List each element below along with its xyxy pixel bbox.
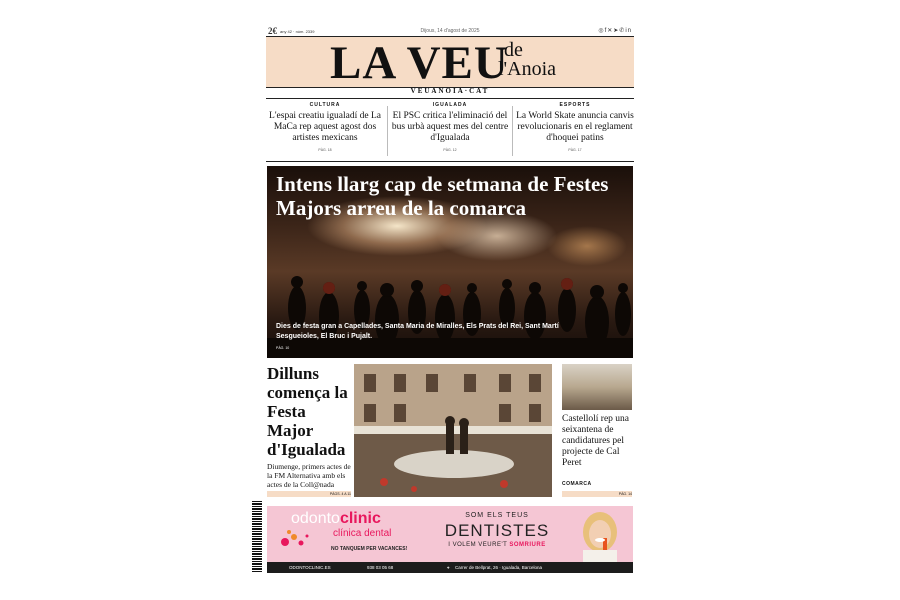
ad-brand <box>291 510 381 528</box>
barcode <box>252 500 262 572</box>
section-label: CULTURA <box>309 102 341 108</box>
divider <box>266 161 634 162</box>
facebook-icon[interactable]: f <box>604 28 608 34</box>
side-headline: Castellolí rep una seixantena de candidatures pel projecte de Cal Peret <box>562 414 630 468</box>
smile-part: I VOLEM VEURE'T <box>448 542 510 548</box>
page-ref: PÀG. 10 <box>276 346 290 350</box>
ad-website[interactable]: ODONTOCLINIC.ES <box>289 565 331 570</box>
lead-photo <box>354 364 552 497</box>
masthead-de: de <box>504 39 523 61</box>
ad-motto: NO TANQUEM PER VACANCES! <box>331 546 408 552</box>
lead-story[interactable] <box>267 364 351 496</box>
hero-caption: Dies de festa gran a Capellades, Santa Maria de Miralles, Els Prats del Rei, Sant Martí Sesgueioles, El Bruc i Pujalt. <box>276 323 559 340</box>
page-ref: PÀG. 12 <box>443 148 457 152</box>
ad-phone[interactable]: 938 03 05 68 <box>367 565 394 570</box>
dots-logo-icon <box>279 528 331 550</box>
teaser-headline: El PSC critica l'eliminació del bus urbà aquest mes del centre d'Igualada <box>391 111 509 143</box>
issue-date: Dijous, 14 d'agost de 2025 <box>420 28 480 34</box>
section-headlines <box>266 102 634 160</box>
teaser-headline: L'espai creatiu igualadí de La MaCa rep aquest agost dos artistes mexicans <box>269 111 381 143</box>
ad-dentistes: DENTISTES <box>444 521 550 540</box>
section-label: ESPORTS <box>559 102 591 108</box>
location-pin-icon: ⌖ <box>447 565 450 570</box>
x-icon[interactable]: ✕ <box>607 28 614 34</box>
section-label: IGUALADA <box>432 102 468 108</box>
hero-headline: Intens llarg cap de setmana de Festes Majors arreu de la comarca <box>276 172 609 220</box>
lead-headline: Dilluns comença la Festa Major d'Igualada <box>267 364 348 459</box>
ad-tagline: clínica dental <box>333 528 392 539</box>
ad-smile <box>437 542 557 548</box>
section-teaser[interactable] <box>266 102 384 160</box>
side-story[interactable] <box>562 364 632 496</box>
side-photo <box>562 364 632 410</box>
divider <box>266 98 634 99</box>
ad-som: SOM ELS TEUS <box>465 512 529 519</box>
ad-address: Carrer de Bellprat, 26 · Igualada, Barcelona <box>455 565 543 570</box>
section-teaser[interactable] <box>516 102 634 160</box>
divider <box>387 106 388 156</box>
smiling-woman-photo <box>573 508 627 562</box>
masthead <box>266 36 634 88</box>
issue-number: any 42 · núm. 2339 <box>280 29 315 34</box>
page-ref: PÀG. 14 <box>562 491 632 497</box>
masthead-url[interactable]: VEUANOIA·CAT <box>410 87 490 95</box>
page-ref: PÀGS. 4 A 11 <box>267 491 351 497</box>
section-label: COMARCA <box>562 481 592 487</box>
advertisement[interactable] <box>267 506 633 562</box>
instagram-icon[interactable]: ◎ <box>598 28 605 34</box>
masthead-region: l'Anoia <box>498 58 557 80</box>
masthead-name: LA VEU <box>330 37 509 89</box>
social-icons <box>598 27 632 34</box>
telegram-icon[interactable]: ➤ <box>613 28 620 34</box>
festival-crowd-photo <box>354 364 552 497</box>
newspaper-front-page <box>266 22 634 578</box>
teaser-headline: La World Skate anuncia canvis revolucionaris en el reglament d'hoquei patins <box>516 111 634 143</box>
page-ref: PÀG. 18 <box>318 148 332 152</box>
price: 2€ <box>268 26 277 36</box>
brand-part: odonto <box>291 510 340 527</box>
smile-part: SOMRIURE <box>509 542 546 548</box>
ad-contact-bar <box>267 562 633 573</box>
linkedin-icon[interactable]: in <box>625 28 632 34</box>
meta-bar <box>266 26 634 36</box>
divider <box>512 106 513 156</box>
brand-part: clinic <box>339 510 381 527</box>
section-teaser[interactable] <box>391 102 509 160</box>
whatsapp-icon[interactable]: ✆ <box>619 28 626 34</box>
lead-subhead: Diumenge, primers actes de la FM Alternativa amb els actes de la Coll@nada <box>267 462 351 489</box>
hero-story[interactable] <box>267 166 633 358</box>
page-ref: PÀG. 17 <box>568 148 582 152</box>
